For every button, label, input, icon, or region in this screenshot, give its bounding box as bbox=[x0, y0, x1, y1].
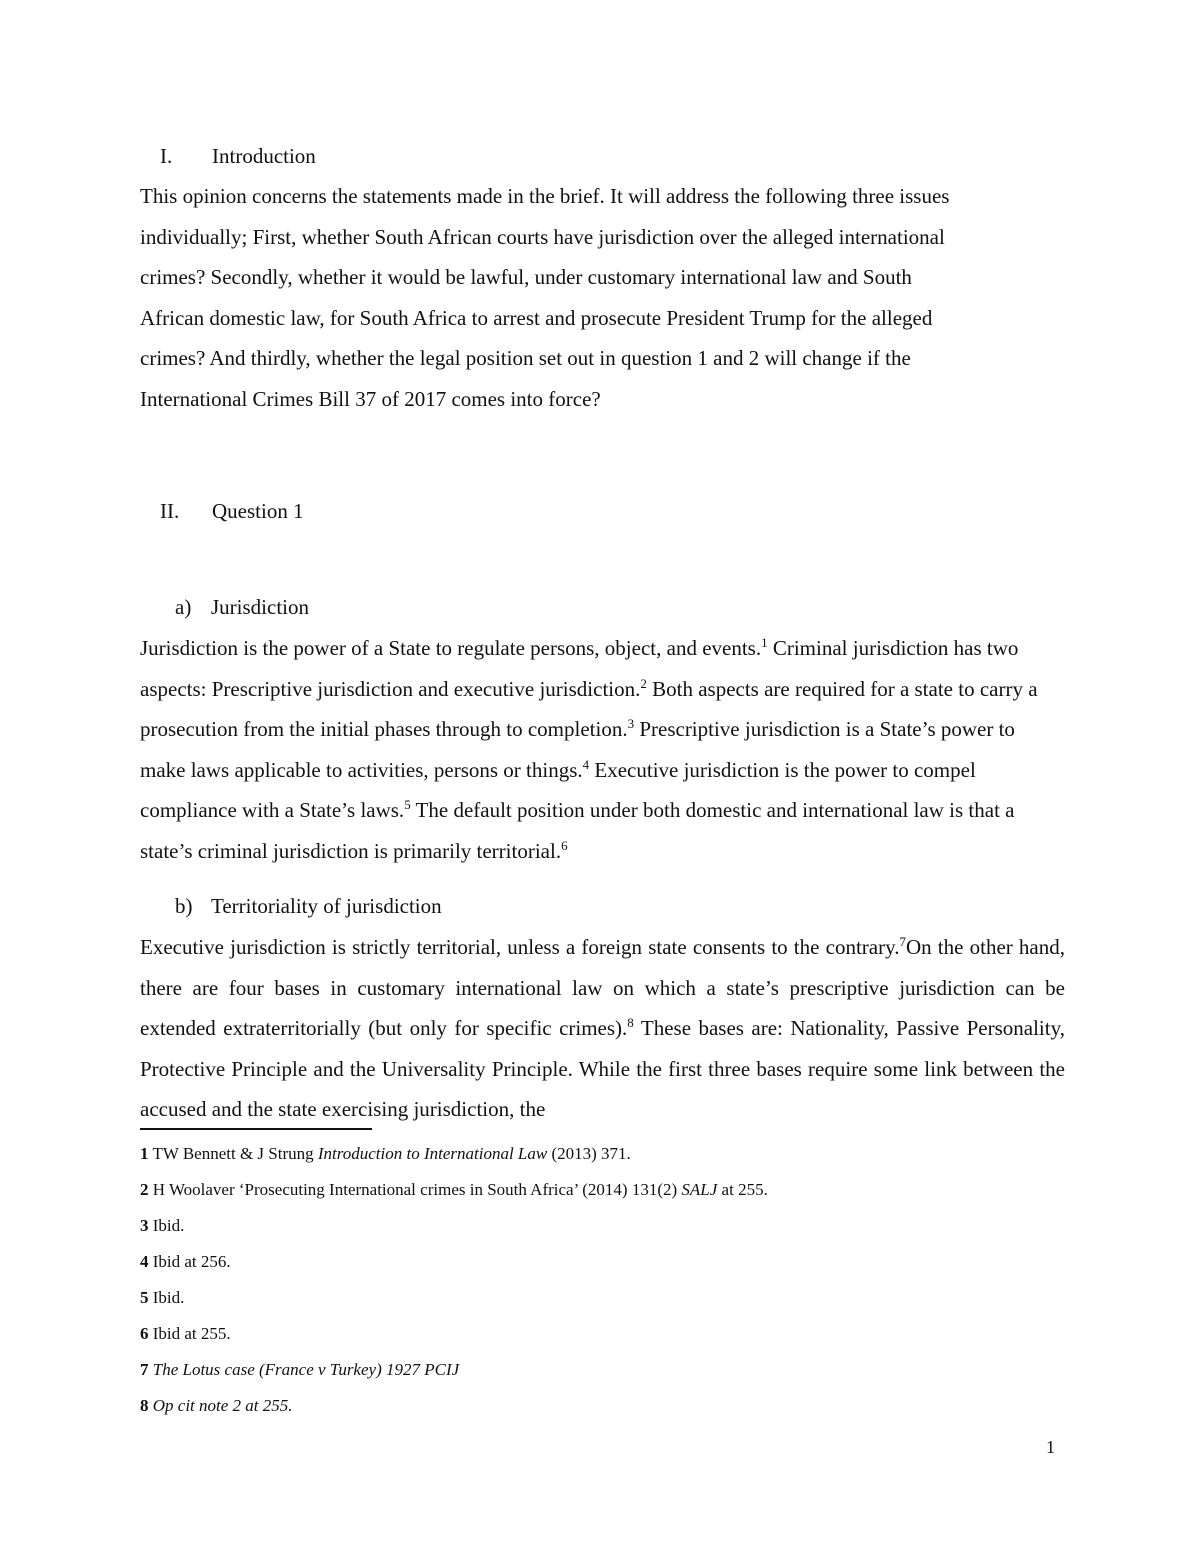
paragraph-text: These bases are: Nationality, Passive Personality, Protective Principle and the Universality Principle. While the first three bases require some link between the accused and the state exercising jurisdiction, the bbox=[140, 1016, 1065, 1121]
footnote-separator bbox=[140, 1128, 372, 1130]
footnote-item bbox=[140, 1172, 1065, 1208]
footnote-text: Ibid at 255. bbox=[148, 1324, 231, 1343]
footnote-number: 7 bbox=[140, 1360, 149, 1379]
footnote-number: 8 bbox=[140, 1396, 149, 1415]
text-line: crimes? Secondly, whether it would be lawful, under customary international law and South bbox=[140, 265, 912, 289]
footnote-number: 5 bbox=[140, 1288, 149, 1307]
paragraph-text: Criminal jurisdiction has two aspects: Prescriptive jurisdiction and executive jurisdiction. bbox=[140, 636, 1019, 701]
footnote-text: H Woolaver ‘Prosecuting International crimes in South Africa’ (2014) 131(2) bbox=[148, 1180, 682, 1199]
footnote-number: 2 bbox=[140, 1180, 149, 1199]
subsection-heading-jurisdiction bbox=[175, 593, 309, 621]
footnote-italic-text: Op cit note 2 at 255. bbox=[152, 1396, 293, 1415]
footnote-reference[interactable]: 2 bbox=[640, 675, 647, 691]
subsection-number: b) bbox=[175, 894, 193, 918]
footnote-italic-text: SALJ bbox=[681, 1180, 718, 1199]
footnote-text: (2013) 371. bbox=[547, 1144, 631, 1163]
footnote-item bbox=[140, 1316, 1065, 1352]
footnote-reference[interactable]: 6 bbox=[561, 837, 568, 853]
footnote-reference[interactable]: 7 bbox=[899, 934, 906, 949]
footnote-number: 3 bbox=[140, 1216, 149, 1235]
paragraph-text: Executive jurisdiction is strictly territorial, unless a foreign state consents to the contrary. bbox=[140, 935, 900, 959]
jurisdiction-paragraph bbox=[140, 628, 1060, 871]
section-number: I. bbox=[160, 144, 173, 168]
text-line: African domestic law, for South Africa to arrest and prosecute President Trump for the alleged bbox=[140, 305, 933, 330]
subsection-title: Jurisdiction bbox=[211, 595, 309, 619]
footnote-item bbox=[140, 1244, 1065, 1280]
footnote-number: 6 bbox=[140, 1324, 149, 1343]
paragraph-text: Jurisdiction is the power of a State to regulate persons, object, and events. bbox=[140, 636, 762, 660]
introduction-paragraph bbox=[140, 176, 1065, 419]
footnote-reference[interactable]: 8 bbox=[627, 1015, 634, 1030]
section-title: Introduction bbox=[212, 144, 316, 168]
page-number: 1 bbox=[1046, 1437, 1055, 1457]
footnote-reference[interactable]: 5 bbox=[404, 797, 411, 812]
footnote-reference[interactable]: 3 bbox=[627, 716, 635, 731]
subsection-heading-territoriality bbox=[175, 892, 442, 920]
footnote-text: Ibid at 256. bbox=[148, 1252, 231, 1271]
footnote-text: at 255. bbox=[717, 1180, 768, 1199]
text-line: crimes? And thirdly, whether the legal position set out in question 1 and 2 will change if the bbox=[140, 346, 911, 370]
footnote-item bbox=[140, 1136, 1065, 1172]
footnote-number: 1 bbox=[140, 1144, 149, 1163]
footnote-item bbox=[140, 1388, 1065, 1424]
territoriality-paragraph bbox=[140, 927, 1065, 1130]
subsection-number: a) bbox=[175, 595, 192, 619]
section-heading-question-1 bbox=[140, 497, 304, 525]
footnote-text: TW Bennett & J Strung bbox=[148, 1144, 318, 1163]
paragraph-text: The default position under both domestic and international law is that a state’s criminal jurisdiction is primarily territorial. bbox=[140, 798, 1015, 863]
text-line: International Crimes Bill 37 of 2017 comes into force? bbox=[140, 386, 601, 411]
footnote-number: 4 bbox=[140, 1252, 149, 1271]
footnotes bbox=[140, 1136, 1065, 1424]
footnote-item bbox=[140, 1352, 1065, 1388]
paragraph-text: Both aspects are required for a state to carry a prosecution from the initial phases through to completion. bbox=[140, 676, 1038, 741]
text-line: This opinion concerns the statements made in the brief. It will address the following three issues bbox=[140, 184, 950, 208]
footnote-reference[interactable]: 1 bbox=[761, 635, 768, 650]
paragraph-text: Prescriptive jurisdiction is a State’s power to make laws applicable to activities, persons or things. bbox=[140, 717, 1015, 782]
text-line: individually; First, whether South African courts have jurisdiction over the alleged international bbox=[140, 224, 945, 249]
section-number: II. bbox=[160, 499, 180, 523]
footnote-italic-text: The Lotus case (France v Turkey) 1927 PCIJ bbox=[152, 1360, 460, 1379]
footnote-item bbox=[140, 1280, 1065, 1316]
paragraph-text: Executive jurisdiction is the power to compel compliance with a State’s laws. bbox=[140, 757, 976, 822]
section-title: Question 1 bbox=[212, 499, 304, 523]
footnote-text: Ibid. bbox=[148, 1288, 185, 1307]
footnote-italic-text: Introduction to International Law bbox=[317, 1144, 548, 1163]
footnote-text: Ibid. bbox=[148, 1216, 185, 1235]
subsection-title: Territoriality of jurisdiction bbox=[211, 894, 442, 918]
footnote-item bbox=[140, 1208, 1065, 1244]
footnote-reference[interactable]: 4 bbox=[582, 756, 590, 772]
section-heading-introduction bbox=[140, 142, 316, 170]
paragraph-text: On the other hand, there are four bases in customary international law on which a state’s prescriptive jurisdiction can be extended extraterritorially (but only for specific crimes). bbox=[140, 935, 1065, 1040]
